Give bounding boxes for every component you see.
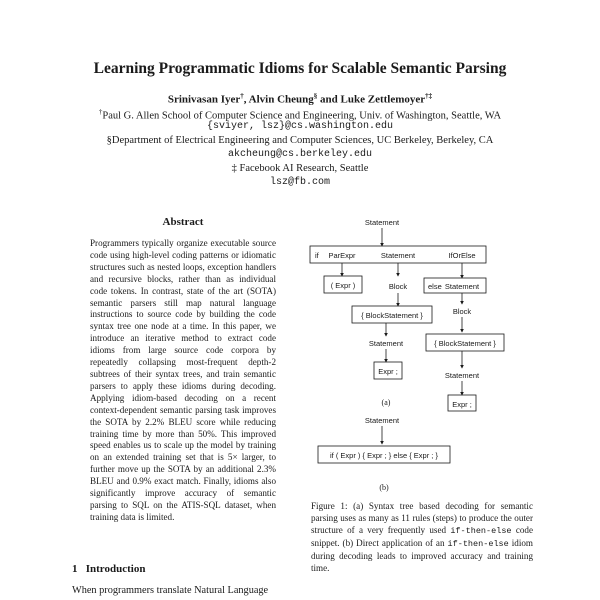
node-paren-expr: ( Expr ) xyxy=(330,281,356,290)
figure-1-diagram xyxy=(300,212,540,494)
affiliation-uw-mark: † xyxy=(98,108,103,116)
body-text: When programmers translate Natural Language xyxy=(72,585,269,596)
affiliation-fb: ‡ Facebook AI Research, Seattle xyxy=(231,163,369,174)
author-iyer-mark: † xyxy=(240,92,244,100)
author-zettlemoyer: Luke Zettlemoyer xyxy=(340,93,426,106)
email-uw: {sviyer, lsz}@cs.washington.edu xyxy=(206,121,394,132)
section-heading xyxy=(72,563,145,575)
node-else: else xyxy=(428,282,442,291)
email-fb: lsz@fb.com xyxy=(269,177,330,188)
node-statement: Statement xyxy=(380,251,416,260)
node-statement2: Statement xyxy=(368,339,404,348)
node-expr1: Expr ; xyxy=(378,367,398,376)
subfigure-label-a: (a) xyxy=(381,398,391,407)
section-number: 1 xyxy=(72,563,78,575)
node-if: if xyxy=(315,251,319,260)
node-blockstmt2: { BlockStatement } xyxy=(434,339,496,348)
figure-caption: Figure 1: (a) Syntax tree based decoding for semantic parsing uses as many as 11 rules (steps) to produce the outer structure of a very frequently used if-then-else code snippet. (b) Direct application of an if-then-else idiom during decoding leads to improved accuracy and training time. xyxy=(311,501,533,573)
author-cheung-mark: § xyxy=(313,92,318,100)
node-root-a: Statement xyxy=(364,218,400,227)
affiliation-fb-mark: ‡ xyxy=(231,163,237,174)
node-blockstmt1: { BlockStatement } xyxy=(361,311,423,320)
node-iforelse: IfOrElse xyxy=(448,251,476,260)
author-separator: , xyxy=(243,93,249,106)
node-statement3: Statement xyxy=(444,371,480,380)
abstract-heading: Abstract xyxy=(162,216,204,228)
email-ucb: akcheung@cs.berkeley.edu xyxy=(227,149,373,160)
author-separator-and: and xyxy=(317,93,341,106)
subfigure-label-b: (b) xyxy=(379,483,389,492)
node-block1: Block xyxy=(388,282,408,291)
node-else-statement: Statement xyxy=(444,282,480,291)
author-zettlemoyer-mark: †‡ xyxy=(425,92,433,100)
node-root-b: Statement xyxy=(364,416,400,425)
caption-code-2: if-then-else xyxy=(447,538,509,549)
node-block2: Block xyxy=(452,307,472,316)
author-list xyxy=(0,92,600,106)
affiliation-uw: †Paul G. Allen School of Computer Science and Engineering, Univ. of Washington, Seattle, WA xyxy=(98,108,502,122)
affiliation-ucb: §Department of Electrical Engineering and Computer Sciences, UC Berkeley, Berkeley, CA xyxy=(106,135,494,146)
caption-code: if-then-else xyxy=(450,525,512,536)
node-idiom: if ( Expr ) { Expr ; } else { Expr ; } xyxy=(330,451,438,460)
author-cheung: Alvin Cheung xyxy=(248,93,314,106)
affiliation-ucb-mark: § xyxy=(106,135,112,146)
node-parexpr: ParExpr xyxy=(328,251,356,260)
author-iyer: Srinivasan Iyer xyxy=(167,93,241,106)
section-title: Introduction xyxy=(85,563,146,575)
paper-title: Learning Programmatic Idioms for Scalable Semantic Parsing xyxy=(93,60,507,77)
node-expr2: Expr ; xyxy=(452,400,472,409)
abstract-body: Programmers typically organize executable source code using high-level coding patterns or idiomatic structures such as nested loops, exception handlers and recursive blocks, rather than as individual code tokens. In contrast, state of the art (SOTA) semantic parsers still map natural language instructions to source code by building the code syntax tree one node at a time. In this paper, we introduce an iterative method to extract code idioms from large source code corpora by repeatedly collapsing most-frequent depth-2 subtrees of their syntax trees, and train semantic parsers to apply these idioms during decoding. Applying idiom-based decoding on a recent context-dependent semantic parsing task improves the SOTA by 2.2% BLEU score while reducing training time by more than 50%. This improved speed enables us to scale up the model by training on an extended training set that is 5× larger, to further move up the SOTA by an additional 2.3% BLEU and 0.9% exact match. Finally, idioms also significantly improve accuracy of semantic parsing to SQL on the ATIS-SQL dataset, when training data is limited. xyxy=(90,238,276,522)
